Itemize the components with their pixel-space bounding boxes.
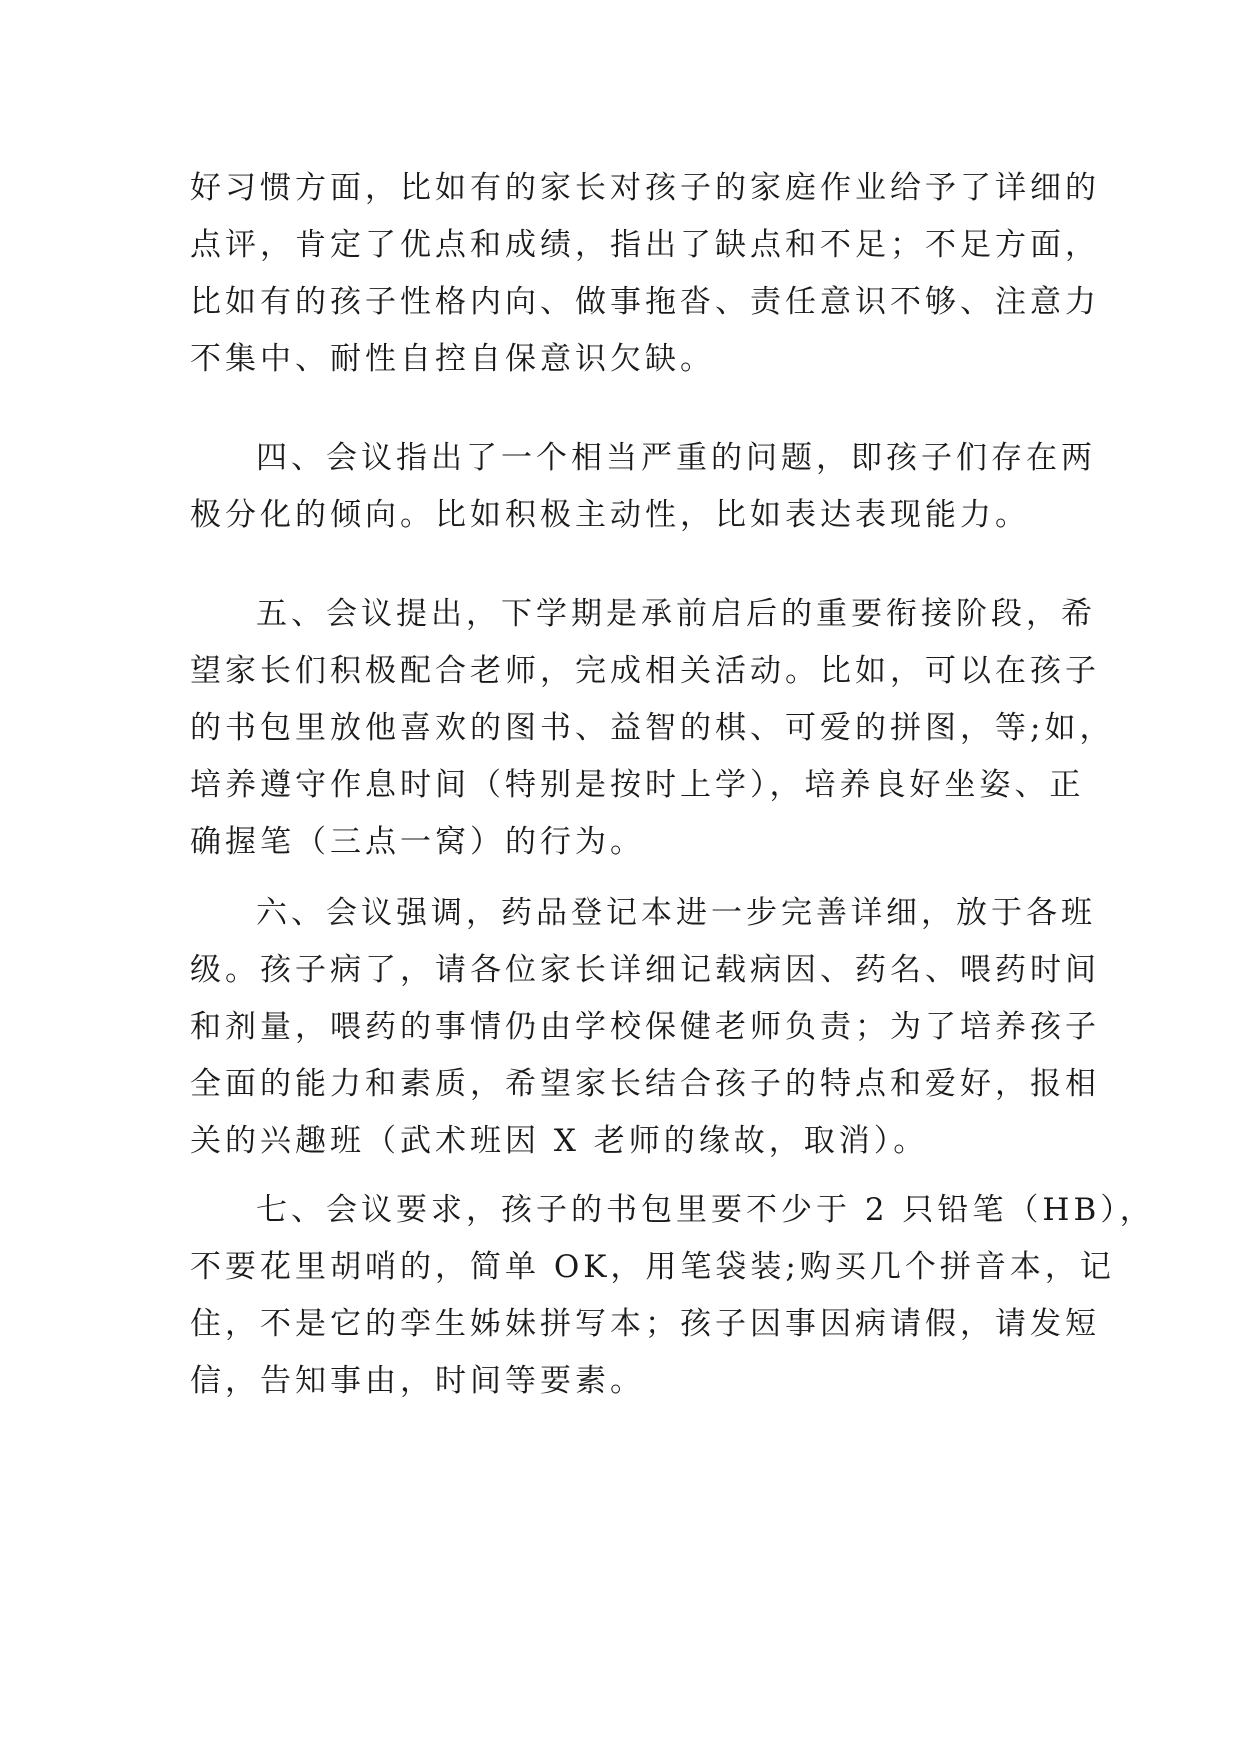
text-line: 极分化的倾向。比如积极主动性，比如表达表现能力。 [190, 497, 1030, 533]
text-line: 确握笔（三点一窝）的行为。 [190, 824, 645, 860]
text-line: 住，不是它的孪生姊妹拼写本；孩子因事因病请假，请发短 [190, 1306, 1100, 1342]
text-line: 六、会议强调，药品登记本进一步完善详细，放于各班 [256, 895, 1096, 931]
text-line: 信，告知事由，时间等要素。 [190, 1363, 645, 1399]
text-line: 望家长们积极配合老师，完成相关活动。比如，可以在孩子 [190, 653, 1100, 689]
text-line: 不要花里胡哨的，简单 OK，用笔袋装;购买几个拼音本，记 [190, 1249, 1115, 1285]
paragraph-seven [190, 1182, 1155, 1410]
text-line: 不集中、耐性自控自保意识欠缺。 [190, 341, 715, 377]
text-line: 七、会议要求，孩子的书包里要不少于 2 只铅笔（HB）， [256, 1192, 1155, 1228]
paragraph-habits [190, 160, 1100, 388]
text-line: 好习惯方面，比如有的家长对孩子的家庭作业给予了详细的 [190, 170, 1100, 206]
text-line: 的书包里放他喜欢的图书、益智的棋、可爱的拼图，等;如， [190, 710, 1115, 746]
text-line: 点评，肯定了优点和成绩，指出了缺点和不足；不足方面， [190, 227, 1100, 263]
text-line: 五、会议提出，下学期是承前启后的重要衔接阶段，希 [256, 596, 1096, 632]
text-line: 级。孩子病了，请各位家长详细记载病因、药名、喂药时间 [190, 952, 1100, 988]
text-line: 比如有的孩子性格内向、做事拖沓、责任意识不够、注意力 [190, 284, 1100, 320]
text-line: 关的兴趣班（武术班因 X 老师的缘故，取消）。 [190, 1123, 929, 1159]
paragraph-five [190, 586, 1115, 871]
text-line: 全面的能力和素质，希望家长结合孩子的特点和爱好，报相 [190, 1066, 1100, 1102]
text-line: 四、会议指出了一个相当严重的问题，即孩子们存在两 [256, 440, 1096, 476]
paragraph-four [190, 430, 1096, 544]
paragraph-six [190, 885, 1100, 1170]
text-line: 培养遵守作息时间（特别是按时上学），培养良好坐姿、正 [190, 767, 1085, 803]
text-line: 和剂量，喂药的事情仍由学校保健老师负责；为了培养孩子 [190, 1009, 1100, 1045]
